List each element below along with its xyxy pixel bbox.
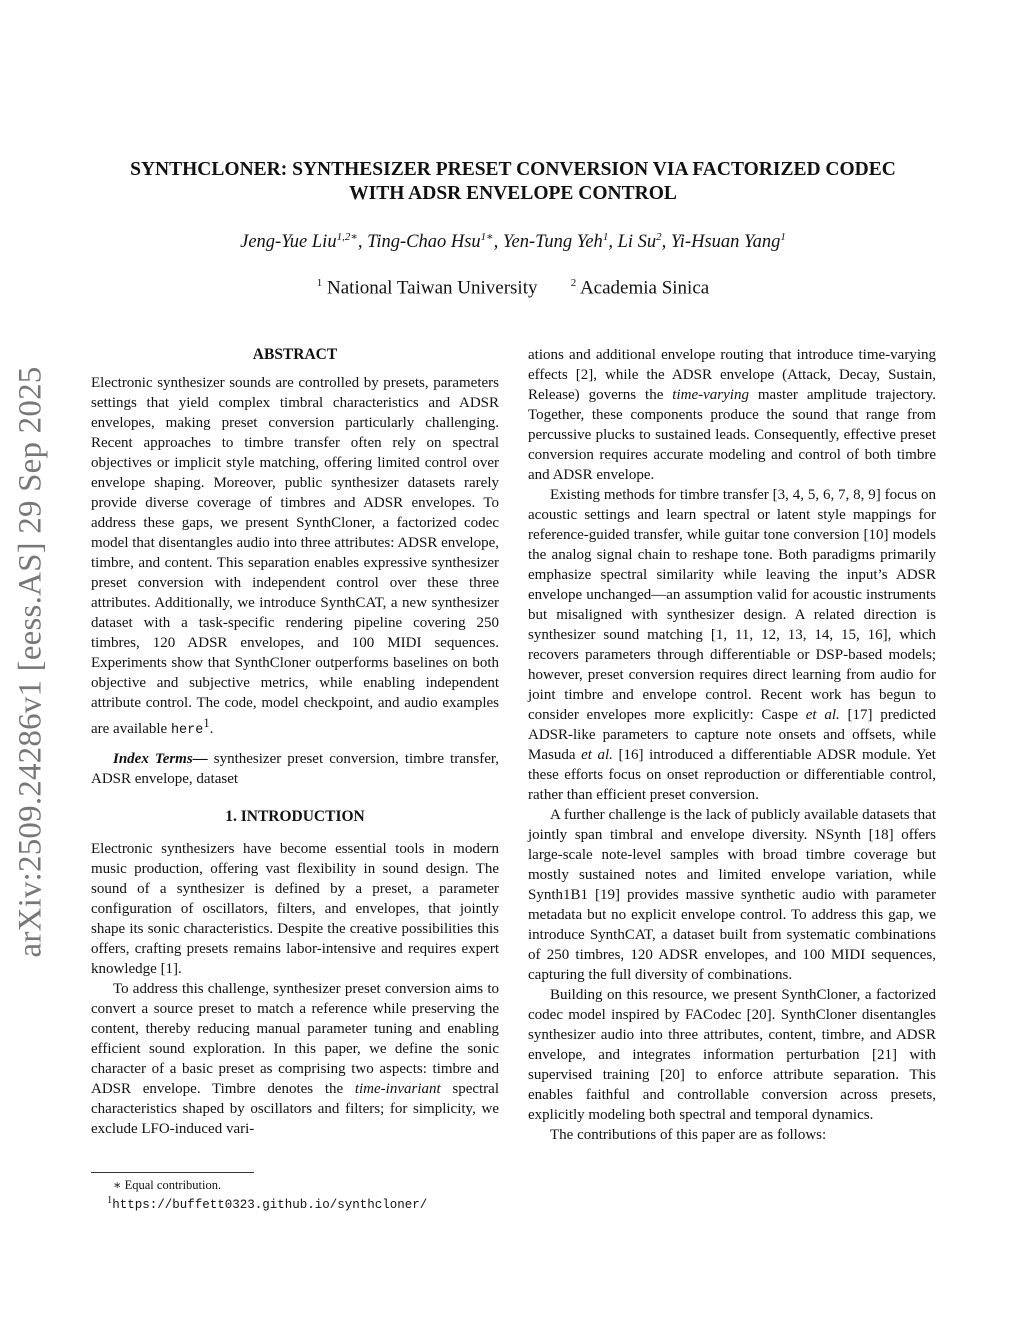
intro-heading: 1. INTRODUCTION (225, 808, 365, 825)
right-column (528, 345, 936, 1145)
author-sup: 2 (656, 231, 662, 243)
index-terms-text: synthesizer preset conversion, timbre transfer, ADSR envelope, dataset (91, 751, 499, 787)
footnote-divider (91, 1172, 254, 1173)
intro-p2-em: time-invariant (354, 1081, 441, 1097)
right-p1-b: master amplitude trajectory. Together, these components produce the sound that range from percussive plucks to sustained leads. Consequently, effective preset conversion requires accurate modeling and control of both timbre and ADSR envelope. (528, 387, 936, 483)
intro-p2-b: spectral characteristics shaped by oscillators and filters; for simplicity, we exclude LFO-induced vari- (91, 1081, 499, 1137)
right-p1-em: time-varying (672, 387, 749, 403)
footnotes (91, 1177, 511, 1213)
intro-paragraph-1: Electronic synthesizers have become essential tools in modern music production, offering vast flexibility in sound design. The sound of a synthesizer is defined by a preset, a parameter configuration of oscillators, filters, and envelopes, that jointly shape its sonic characteristics. Despite the creative possibilities this offers, crafting presets remains labor-intensive and requires expert knowledge [1]. (91, 841, 499, 977)
footnote-equal: ∗ Equal contribution. (113, 1178, 222, 1192)
affil-name: National Taiwan University (327, 277, 538, 299)
footnote-ref: 1 (203, 716, 210, 730)
author-name: Yi-Hsuan Yang (670, 232, 781, 253)
abstract-end: . (209, 721, 214, 737)
index-terms-label: Index Terms— (113, 751, 208, 767)
author-name: Yen-Tung Yeh (502, 232, 603, 253)
right-paragraph-3: A further challenge is the lack of publicly available datasets that jointly span timbral and envelope diversity. NSynth [18] offers large-scale note-level samples with broad timbre coverage but mostly sustained notes and limited envelope variation, while Synth1B1 [19] provides massive synthetic audio with parameter metadata but no explicit envelope control. To address this gap, we introduce SynthCAT, a dataset built from systematic combinations of 250 timbres, 120 ADSR envelopes, and 100 MIDI sequences, capturing the full diversity of combinations. (528, 807, 936, 983)
left-column (91, 345, 499, 1139)
right-p2-em1: et al. (805, 707, 840, 723)
footnote-url-line (91, 1193, 511, 1213)
footnote-url[interactable]: https://buffett0323.github.io/synthcloner/ (112, 1198, 428, 1213)
abstract-paragraph (91, 373, 499, 741)
affiliations (100, 277, 926, 299)
author-sup: 1∗ (480, 231, 494, 243)
author-name: Li Su (617, 232, 657, 253)
right-paragraph-5: The contributions of this paper are as follows: (550, 1127, 827, 1143)
paper-title (100, 158, 926, 206)
author-sup: 1 (780, 231, 786, 243)
right-p2-c: [16] introduced a differentiable ADSR module. Yet these efforts focus on onset reproduction or differentiable control, rather than efficient preset conversion. (528, 747, 936, 803)
index-terms (91, 749, 499, 789)
title-line-2: WITH ADSR ENVELOPE CONTROL (349, 183, 677, 204)
affil-sup: 1 (316, 277, 323, 289)
right-paragraph-2 (528, 485, 936, 805)
author-list: Jeng-Yue Liu$^{1,2∗}$, Ting-Chao Hsu$^{1∗}$, Yen-Tung Yeh$^1$, Li Su$^2$, Yi-Hsuan Yang$^1$ (240, 231, 786, 253)
author-sup: 1,2∗ (336, 231, 358, 243)
footnote-url-sup: 1 (107, 1195, 113, 1206)
affil-sup: 2 (570, 277, 577, 289)
intro-p2-a: To address this challenge, synthesizer preset conversion aims to convert a source preset to match a reference while preserving the content, thereby reducing manual parameter tuning and enabling efficient sound exploration. In this paper, we define the sonic character of a basic preset as comprising two aspects: timbre and ADSR envelope. Timbre denotes the (91, 981, 499, 1097)
author-name: Ting-Chao Hsu (367, 232, 481, 253)
right-paragraph-4: Building on this resource, we present SynthCloner, a factorized codec model inspired by FACodec [20]. SynthCloner disentangles synthesizer audio into three attributes, content, timbre, and ADSR envelope, and integrates information perturbation [21] with supervised training [20] to enforce attribute separation. This enables faithful and controllable conversion across presets, explicitly modeling both spectral and temporal dynamics. (528, 987, 936, 1123)
abstract-heading: ABSTRACT (252, 346, 338, 363)
intro-paragraph-2 (91, 979, 499, 1139)
title-line-1: SYNTHCLONER: SYNTHESIZER PRESET CONVERSION VIA FACTORIZED CODEC (130, 159, 896, 180)
author-name: Jeng-Yue Liu (240, 232, 337, 253)
right-p2-a: Existing methods for timbre transfer [3, 4, 5, 6, 7, 8, 9] focus on acoustic settings and learn spectral or latent style mappings for reference-guided transfer, while guitar tone conversion [10] models the analog signal chain to reshape tone. Both paradigms primarily emphasize spectral similarity while leaving the input’s ADSR envelope unchanged—an assumption valid for acoustic instruments but misaligned with synthesizer design. A related direction is synthesizer sound matching [1, 11, 12, 13, 14, 15, 16], which recovers parameters through differentiable or DSP-based models; however, preset conversion requires direct learning from audio for joint timbre and envelope control. Recent work has begun to consider envelopes more explicitly: Caspe (528, 487, 936, 723)
abstract-text: Electronic synthesizer sounds are controlled by presets, parameters settings that yield complex timbral characteristics and ADSR envelopes, making preset conversion particularly challenging. Recent approaches to timbre transfer often rely on spectral objectives or implicit style matching, offering limited control over envelope shaping. Moreover, public synthesizer datasets rarely provide diverse coverage of timbres and ADSR envelopes. To address these gaps, we present SynthCloner, a factorized codec model that disentangles audio into three attributes: ADSR envelope, timbre, and content. This separation enables expressive synthesizer preset conversion with independent control over these three attributes. Additionally, we introduce SynthCAT, a new synthesizer dataset with a task-specific rendering pipeline covering 250 timbres, 120 ADSR envelopes, and 100 MIDI sequences. Experiments show that SynthCloner outperforms baselines on both objective and subjective metrics, while enabling independent attribute control. The code, model checkpoint, and audio examples are available (91, 375, 499, 737)
right-p2-em2: et al. (581, 747, 613, 763)
right-p2-b: [17] predicted ADSR-like parameters to capture note onsets and offsets, while Masuda (528, 707, 937, 763)
abstract-link[interactable]: here (170, 723, 204, 738)
right-p1-a: ations and additional envelope routing that introduce time-varying effects [2], while the ADSR envelope (Attack, Decay, Sustain, Release) governs the (528, 347, 936, 403)
arxiv-id-text: arXiv:2509.24286v1 [eess.AS] 29 Sep 2025 (12, 366, 49, 958)
right-paragraph-1 (528, 345, 936, 485)
affil-name: Academia Sinica (579, 277, 710, 299)
author-sup: 1 (602, 231, 609, 243)
arxiv-identifier (6, 352, 56, 972)
